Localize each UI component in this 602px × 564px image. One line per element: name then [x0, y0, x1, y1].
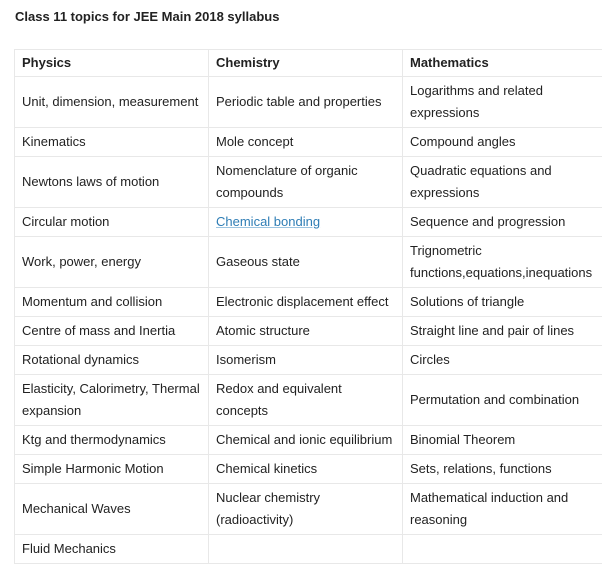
physics-cell: Rotational dynamics: [15, 346, 209, 375]
mathematics-cell: Circles: [403, 346, 602, 375]
table-row: [15, 317, 602, 346]
table-row: [15, 455, 602, 484]
chemistry-cell: Nomenclature of organic compounds: [209, 157, 403, 208]
physics-cell: Work, power, energy: [15, 237, 209, 288]
physics-cell: Mechanical Waves: [15, 484, 209, 535]
table-row: [15, 535, 602, 564]
table-row: [15, 237, 602, 288]
page-title: Class 11 topics for JEE Main 2018 syllabus: [15, 9, 279, 24]
mathematics-cell: Trignometric functions,equations,inequations: [403, 237, 602, 288]
mathematics-cell: [403, 535, 602, 564]
mathematics-cell: Permutation and combination: [403, 375, 602, 426]
table-row: [15, 484, 602, 535]
chemistry-cell: Nuclear chemistry (radioactivity): [209, 484, 403, 535]
physics-cell: Centre of mass and Inertia: [15, 317, 209, 346]
chemistry-cell: Mole concept: [209, 128, 403, 157]
chemistry-cell: Isomerism: [209, 346, 403, 375]
column-header-mathematics: Mathematics: [403, 50, 602, 77]
physics-cell: Unit, dimension, measurement: [15, 77, 209, 128]
physics-cell: Elasticity, Calorimetry, Thermal expansion: [15, 375, 209, 426]
chemistry-cell: [209, 535, 403, 564]
mathematics-cell: Straight line and pair of lines: [403, 317, 602, 346]
table-row: [15, 77, 602, 128]
mathematics-cell: Logarithms and related expressions: [403, 77, 602, 128]
table-row: [15, 208, 602, 237]
table-row: [15, 288, 602, 317]
physics-cell: Circular motion: [15, 208, 209, 237]
mathematics-cell: Sequence and progression: [403, 208, 602, 237]
table-row: [15, 346, 602, 375]
mathematics-cell: Sets, relations, functions: [403, 455, 602, 484]
physics-cell: Simple Harmonic Motion: [15, 455, 209, 484]
chemistry-cell: Atomic structure: [209, 317, 403, 346]
syllabus-table: [14, 49, 602, 564]
mathematics-cell: Mathematical induction and reasoning: [403, 484, 602, 535]
column-header-chemistry: Chemistry: [209, 50, 403, 77]
chemistry-cell: [209, 208, 403, 237]
table-row: [15, 426, 602, 455]
table-header-row: [15, 50, 602, 77]
table-row: [15, 128, 602, 157]
mathematics-cell: Compound angles: [403, 128, 602, 157]
physics-cell: Momentum and collision: [15, 288, 209, 317]
chemistry-cell: Chemical kinetics: [209, 455, 403, 484]
chemistry-cell: Redox and equivalent concepts: [209, 375, 403, 426]
physics-cell: Ktg and thermodynamics: [15, 426, 209, 455]
mathematics-cell: Solutions of triangle: [403, 288, 602, 317]
physics-cell: Newtons laws of motion: [15, 157, 209, 208]
physics-cell: Kinematics: [15, 128, 209, 157]
column-header-physics: Physics: [15, 50, 209, 77]
mathematics-cell: Quadratic equations and expressions: [403, 157, 602, 208]
chemistry-cell: Chemical and ionic equilibrium: [209, 426, 403, 455]
chemistry-cell: Electronic displacement effect: [209, 288, 403, 317]
table-row: [15, 375, 602, 426]
chemical-bonding-link[interactable]: Chemical bonding: [216, 214, 320, 229]
chemistry-cell: Periodic table and properties: [209, 77, 403, 128]
table-row: [15, 157, 602, 208]
chemistry-cell: Gaseous state: [209, 237, 403, 288]
mathematics-cell: Binomial Theorem: [403, 426, 602, 455]
physics-cell: Fluid Mechanics: [15, 535, 209, 564]
